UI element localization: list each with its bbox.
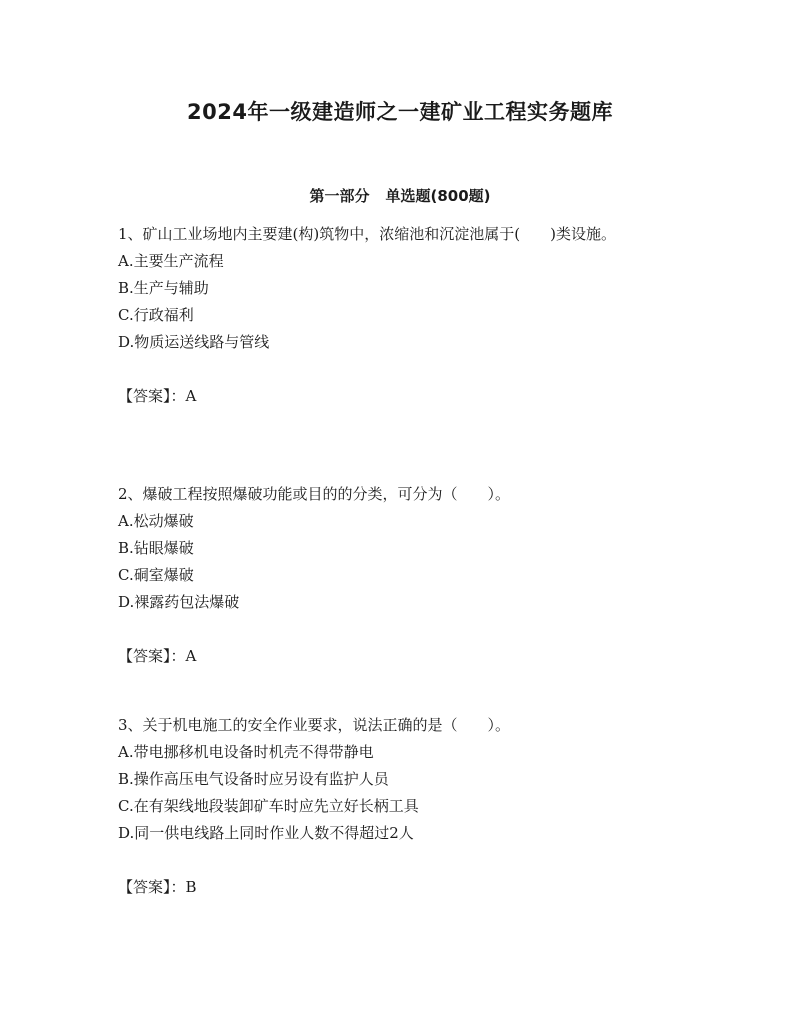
option-d: D.同一供电线路上同时作业人数不得超过2人 bbox=[118, 824, 414, 842]
question-stem: 1、矿山工业场地内主要建(构)筑物中，浓缩池和沉淀池属于( )类设施。 bbox=[118, 225, 616, 243]
option-list bbox=[118, 248, 688, 356]
answer-label: 【答案】： bbox=[118, 387, 186, 405]
option-c: C.行政福利 bbox=[118, 306, 194, 324]
option-d: D.裸露药包法爆破 bbox=[118, 593, 240, 611]
option-d: D.物质运送线路与管线 bbox=[118, 333, 270, 351]
option-b: B.生产与辅助 bbox=[118, 279, 209, 297]
option-list bbox=[118, 739, 688, 847]
question-1 bbox=[118, 221, 688, 410]
option-c: C.在有架线地段装卸矿车时应先立好长柄工具 bbox=[118, 797, 419, 815]
question-2 bbox=[118, 481, 688, 670]
section-heading bbox=[0, 185, 800, 206]
option-b: B.操作高压电气设备时应另设有监护人员 bbox=[118, 770, 389, 788]
option-a: A.带电挪移机电设备时机壳不得带静电 bbox=[118, 743, 374, 761]
section-part: 第一部分 bbox=[309, 187, 370, 205]
question-stem: 2、爆破工程按照爆破功能或目的的分类，可分为（ ）。 bbox=[118, 485, 511, 503]
question-3 bbox=[118, 712, 688, 901]
answer-label: 【答案】： bbox=[118, 647, 186, 665]
answer-line bbox=[118, 383, 688, 410]
answer-value: A bbox=[185, 647, 197, 665]
answer-line bbox=[118, 643, 688, 670]
answer-value: B bbox=[185, 878, 197, 896]
question-stem: 3、关于机电施工的安全作业要求，说法正确的是（ ）。 bbox=[118, 716, 511, 734]
answer-line bbox=[118, 874, 688, 901]
option-b: B.钻眼爆破 bbox=[118, 539, 194, 557]
option-list bbox=[118, 508, 688, 616]
document-title: 2024年一级建造师之一建矿业工程实务题库 bbox=[187, 100, 613, 124]
option-a: A.主要生产流程 bbox=[118, 252, 224, 270]
option-c: C.硐室爆破 bbox=[118, 566, 194, 584]
section-name: 单选题(800题) bbox=[385, 187, 491, 205]
answer-value: A bbox=[185, 387, 197, 405]
option-a: A.松动爆破 bbox=[118, 512, 194, 530]
answer-label: 【答案】： bbox=[118, 878, 186, 896]
